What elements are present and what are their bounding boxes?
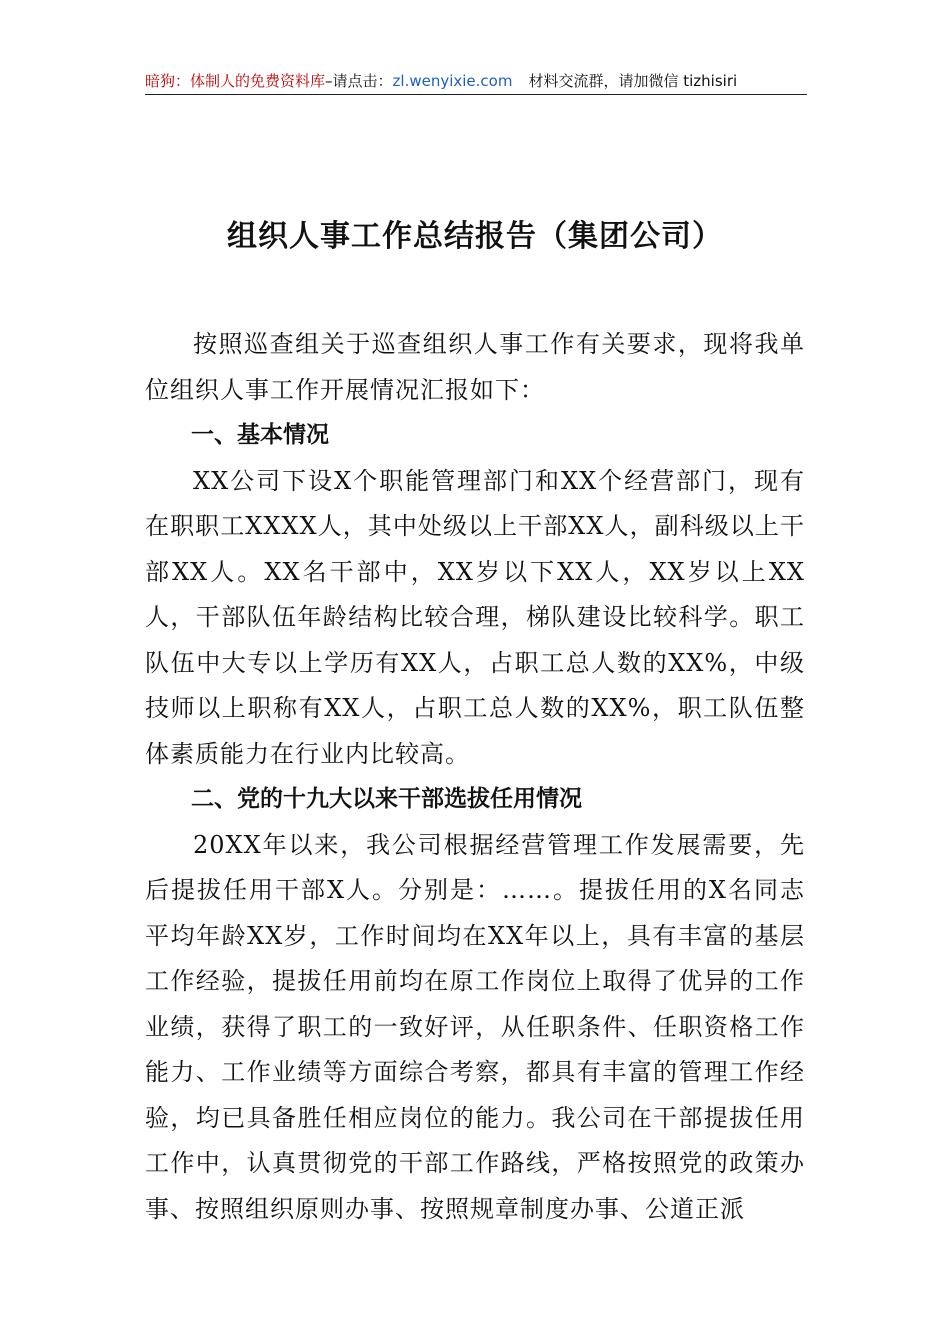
header-website-link[interactable]: zl.wenyixie.com: [392, 72, 513, 90]
intro-paragraph: 按照巡查组关于巡查组织人事工作有关要求，现将我单位组织人事工作开展情况汇报如下：: [145, 330, 805, 404]
section-paragraph-promotion: 20XX年以来，我公司根据经营管理工作发展需要，先后提拔任用干部X人。分别是：……。提拔任用的X名同志平均年龄XX岁，工作时间均在XX年以上，具有丰富的基层工作经验，提拔任用前均在原工作岗位上取得了优异的工作业绩，获得了职工的一致好评，从任职条件、任职资格工作能力、工作业绩等方面综合考察，都具有丰富的管理工作经验，均已具备胜任相应岗位的能力。我公司在干部提拔任用工作中，认真贯彻党的干部工作路线，严格按照党的政策办事、按照组织原则办事、按照规章制度办事、公道正派: [145, 830, 805, 1223]
header-brand-text: 暗狗：体制人的免费资料库: [145, 72, 326, 90]
document-title: 组织人事工作总结报告（集团公司）: [227, 219, 723, 255]
header-prompt-text: –请点击：: [325, 72, 393, 90]
section-heading-basic: 一、基本情况: [191, 422, 329, 448]
section-heading-promotion: 二、党的十九大以来干部选拔任用情况: [191, 786, 582, 812]
header-wechat-text: 材料交流群，请加微信 tizhisiri: [528, 72, 738, 90]
section-paragraph-basic: XX公司下设X个职能管理部门和XX个经营部门，现有在职职工XXXX人，其中处级以上干部XX人，副科级以上干部XX人。XX名干部中，XX岁以下XX人，XX岁以上XX人，干部队伍年龄结构比较合理，梯队建设比较科学。职工队伍中大专以上学历有XX人，占职工总人数的XX%，中级技师以上职称有XX人，占职工总人数的XX%，职工队伍整体素质能力在行业内比较高。: [145, 466, 805, 768]
document-body: [145, 322, 805, 1232]
page-header: [145, 68, 807, 95]
